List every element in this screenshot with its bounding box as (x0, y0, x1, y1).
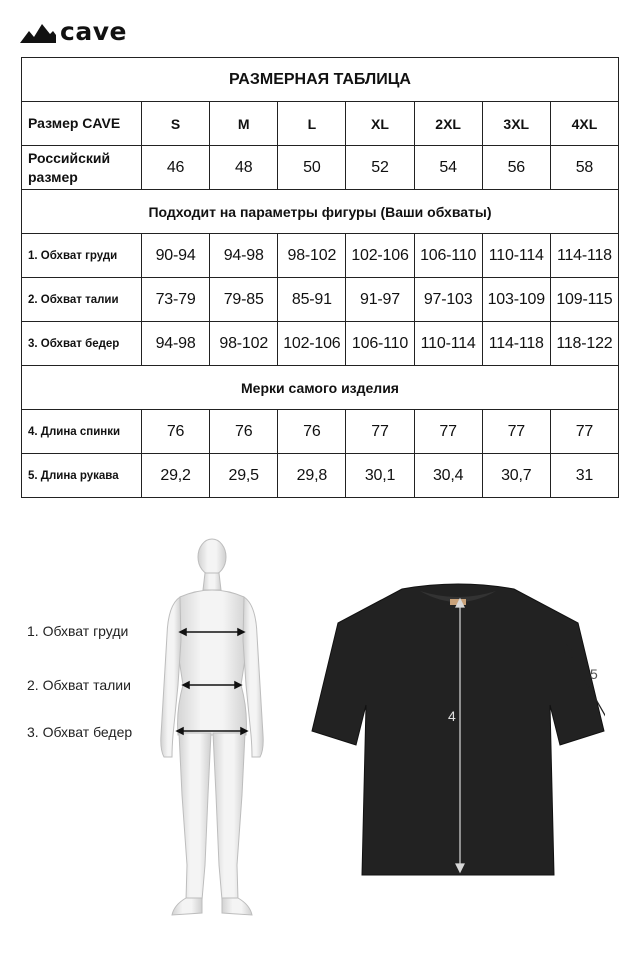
table-cell: 29,2 (142, 454, 210, 498)
size-header-row (22, 102, 619, 146)
table-cell: 118-122 (550, 322, 618, 366)
row-label: 4. Длина спинки (22, 410, 142, 454)
table-cell: 98-102 (278, 234, 346, 278)
legend-waist: 2. Обхват талии (27, 677, 131, 693)
table-cell: 102-106 (278, 322, 346, 366)
size-col: XL (346, 102, 414, 146)
tshirt-image (310, 583, 605, 878)
section-body-params: Подходит на параметры фигуры (Ваши обхваты) (22, 190, 619, 234)
ru-size-cell: 54 (414, 146, 482, 190)
sleeve-label: 5 (590, 666, 598, 682)
table-cell: 85-91 (278, 278, 346, 322)
table-cell: 106-110 (414, 234, 482, 278)
table-cell: 90-94 (142, 234, 210, 278)
table-cell: 106-110 (346, 322, 414, 366)
length-label: 4 (448, 708, 456, 724)
table-cell: 76 (142, 410, 210, 454)
table-cell: 110-114 (414, 322, 482, 366)
ru-size-cell: 50 (278, 146, 346, 190)
table-cell: 77 (414, 410, 482, 454)
table-cell: 30,1 (346, 454, 414, 498)
table-row (22, 410, 619, 454)
ru-size-cell: 58 (550, 146, 618, 190)
table-row (22, 454, 619, 498)
table-cell: 97-103 (414, 278, 482, 322)
size-col: 2XL (414, 102, 482, 146)
table-cell: 114-118 (550, 234, 618, 278)
legend-hips: 3. Обхват бедер (27, 724, 133, 740)
table-cell: 77 (550, 410, 618, 454)
table-cell: 76 (278, 410, 346, 454)
ru-size-cell: 48 (210, 146, 278, 190)
mountain-icon (20, 20, 56, 44)
size-col: L (278, 102, 346, 146)
table-cell: 102-106 (346, 234, 414, 278)
row-label: 2. Обхват талии (22, 278, 142, 322)
table-row (22, 322, 619, 366)
legend-chest: 1. Обхват груди (27, 623, 129, 639)
size-col: 4XL (550, 102, 618, 146)
table-cell: 30,7 (482, 454, 550, 498)
brand-name: cave (60, 17, 127, 46)
table-cell: 76 (210, 410, 278, 454)
row-label: 5. Длина рукава (22, 454, 142, 498)
section-item-measures: Мерки самого изделия (22, 366, 619, 410)
table-cell: 110-114 (482, 234, 550, 278)
table-cell: 73-79 (142, 278, 210, 322)
table-cell: 79-85 (210, 278, 278, 322)
size-col: M (210, 102, 278, 146)
ru-size-cell: 52 (346, 146, 414, 190)
table-cell: 98-102 (210, 322, 278, 366)
size-table (21, 57, 619, 498)
mannequin-figure (150, 535, 275, 920)
table-row (22, 278, 619, 322)
table-cell: 114-118 (482, 322, 550, 366)
table-cell: 109-115 (550, 278, 618, 322)
size-col: S (142, 102, 210, 146)
table-cell: 91-97 (346, 278, 414, 322)
table-cell: 103-109 (482, 278, 550, 322)
table-cell: 29,8 (278, 454, 346, 498)
row-label: 1. Обхват груди (22, 234, 142, 278)
table-cell: 29,5 (210, 454, 278, 498)
table-cell: 30,4 (414, 454, 482, 498)
size-col: 3XL (482, 102, 550, 146)
table-cell: 94-98 (210, 234, 278, 278)
ru-size-row (22, 146, 619, 190)
table-row (22, 234, 619, 278)
table-cell: 94-98 (142, 322, 210, 366)
size-label: Размер CAVE (22, 102, 142, 146)
table-cell: 31 (550, 454, 618, 498)
table-cell: 77 (482, 410, 550, 454)
ru-size-label: Российский размер (22, 146, 142, 190)
brand-logo (20, 18, 127, 46)
table-title: РАЗМЕРНАЯ ТАБЛИЦА (22, 58, 619, 102)
row-label: 3. Обхват бедер (22, 322, 142, 366)
ru-size-cell: 46 (142, 146, 210, 190)
table-cell: 77 (346, 410, 414, 454)
ru-size-cell: 56 (482, 146, 550, 190)
